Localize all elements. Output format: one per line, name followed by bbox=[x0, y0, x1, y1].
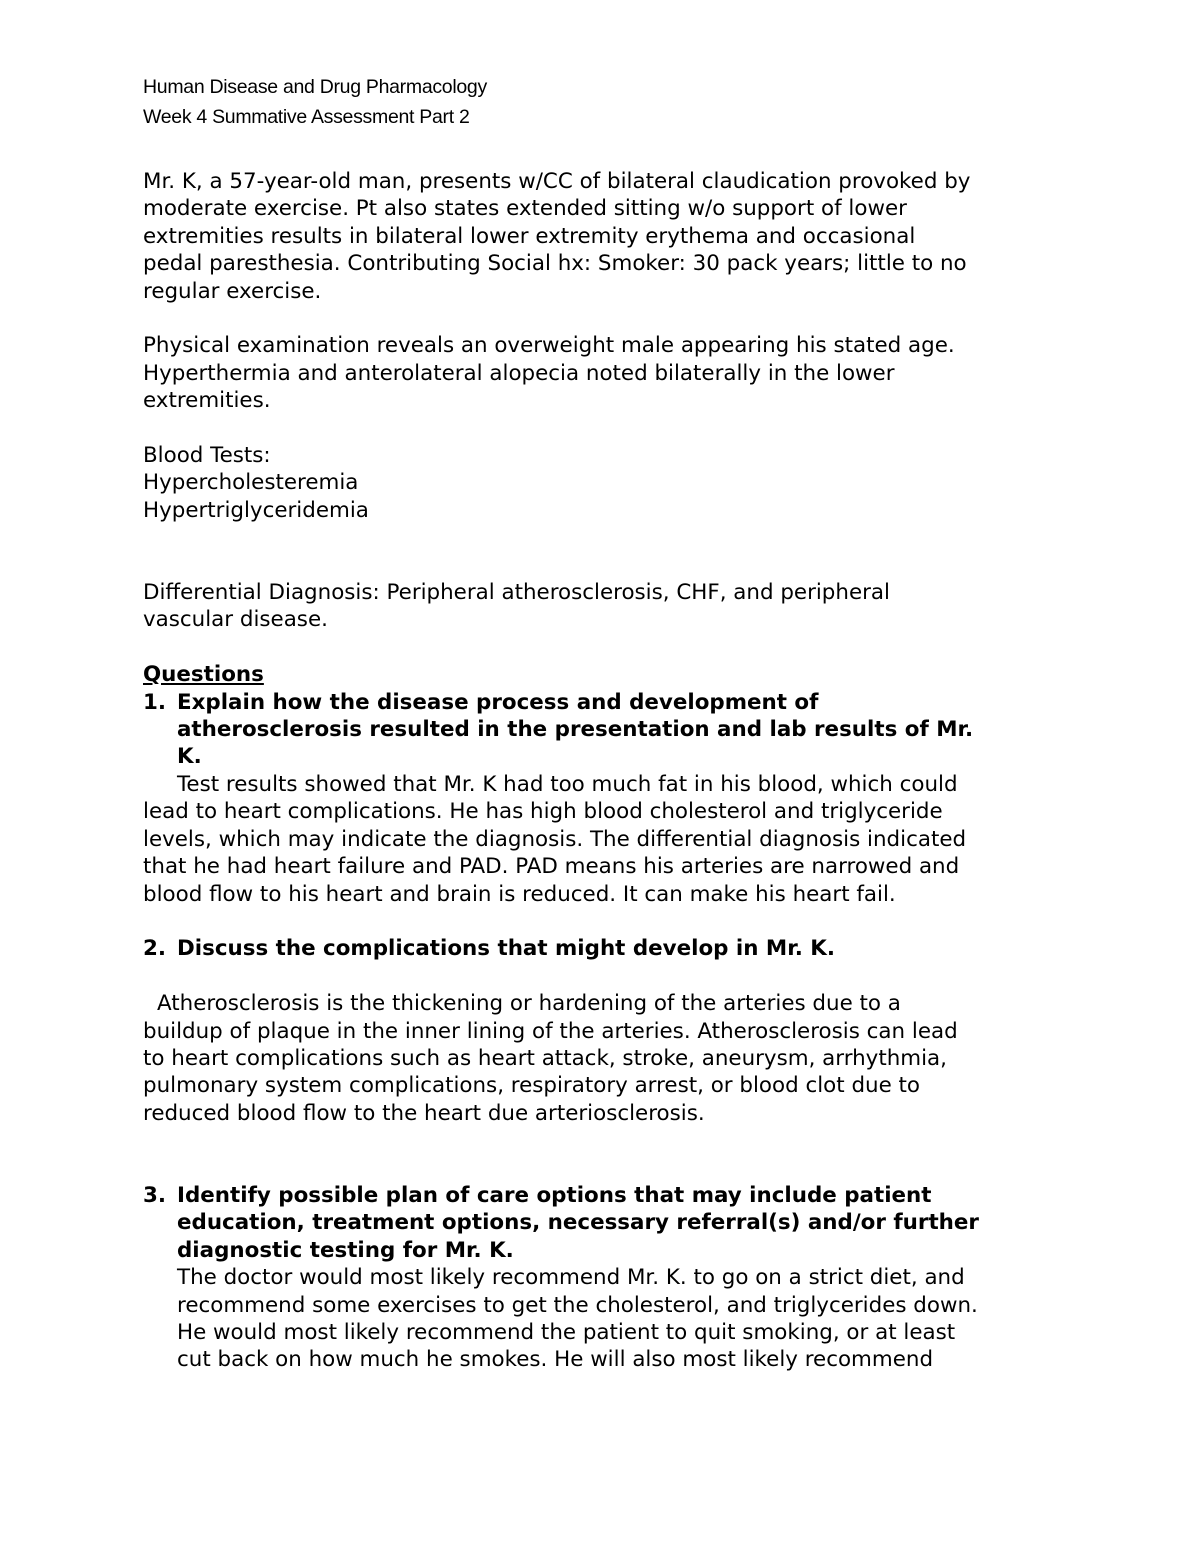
question-line: Discuss the complications that might develop in Mr. K. bbox=[177, 936, 835, 962]
case-line: extremities results in bilateral lower extremity erythema and occasional bbox=[143, 223, 916, 249]
question-1-prompt bbox=[143, 689, 1073, 771]
answer-line: blood flow to his heart and brain is reduced. It can make his heart fail. bbox=[143, 881, 896, 907]
question-line: atherosclerosis resulted in the presentation and lab results of Mr. bbox=[177, 717, 974, 743]
exam-line: Hyperthermia and anterolateral alopecia noted bilaterally in the lower bbox=[143, 360, 895, 386]
question-2-answer bbox=[143, 990, 1073, 1127]
differential-line: Differential Diagnosis: Peripheral atherosclerosis, CHF, and peripheral bbox=[143, 580, 890, 606]
question-line: education, treatment options, necessary referral(s) and/or further bbox=[177, 1210, 979, 1236]
question-line: K. bbox=[177, 744, 202, 770]
answer-line: Test results showed that Mr. K had too much fat in his blood, which could bbox=[177, 771, 958, 797]
answer-line: that he had heart failure and PAD. PAD means his arteries are narrowed and bbox=[143, 854, 960, 880]
question-1-answer bbox=[143, 771, 1073, 908]
blood-test-item: Hypertriglyceridemia bbox=[143, 497, 369, 523]
document-header bbox=[143, 72, 487, 132]
exam-line: Physical examination reveals an overweight male appearing his stated age. bbox=[143, 333, 955, 359]
question-number: 1. bbox=[143, 689, 167, 715]
answer-line: Atherosclerosis is the thickening or hardening of the arteries due to a bbox=[157, 991, 901, 1017]
case-presentation bbox=[143, 168, 1073, 305]
question-3-answer bbox=[143, 1264, 1073, 1374]
answer-line: The doctor would most likely recommend Mr. K. to go on a strict diet, and bbox=[177, 1265, 965, 1291]
answer-line: cut back on how much he smokes. He will also most likely recommend bbox=[177, 1347, 934, 1373]
case-line: Mr. K, a 57-year-old man, presents w/CC of bilateral claudication provoked by bbox=[143, 169, 971, 194]
question-2 bbox=[143, 935, 1073, 1127]
answer-line: to heart complications such as heart attack, stroke, aneurysm, arrhythmia, bbox=[143, 1045, 947, 1071]
case-line: regular exercise. bbox=[143, 278, 322, 304]
case-line: moderate exercise. Pt also states extended sitting w/o support of lower bbox=[143, 196, 907, 222]
blood-test-item: Hypercholesteremia bbox=[143, 470, 359, 496]
question-3 bbox=[143, 1182, 1073, 1374]
question-line: Explain how the disease process and development of bbox=[177, 689, 819, 715]
question-2-prompt bbox=[143, 935, 1073, 962]
blood-tests bbox=[143, 442, 1073, 524]
answer-line: He would most likely recommend the patient to quit smoking, or at least bbox=[177, 1319, 956, 1345]
document-body bbox=[143, 168, 1073, 1374]
blood-tests-title: Blood Tests: bbox=[143, 443, 271, 469]
answer-line: pulmonary system complications, respiratory arrest, or blood clot due to bbox=[143, 1073, 921, 1099]
question-3-prompt bbox=[143, 1182, 1073, 1264]
answer-line: levels, which may indicate the diagnosis. The differential diagnosis indicated bbox=[143, 826, 967, 852]
exam-line: extremities. bbox=[143, 388, 271, 414]
assignment-title: Week 4 Summative Assessment Part 2 bbox=[143, 106, 470, 128]
physical-exam bbox=[143, 332, 1073, 414]
answer-line: buildup of plaque in the inner lining of the arteries. Atherosclerosis can lead bbox=[143, 1018, 958, 1044]
question-line: Identify possible plan of care options that may include patient bbox=[177, 1182, 932, 1208]
answer-line: lead to heart complications. He has high blood cholesterol and triglyceride bbox=[143, 799, 943, 825]
differential-diagnosis bbox=[143, 579, 1073, 634]
question-number: 3. bbox=[143, 1182, 167, 1208]
differential-line: vascular disease. bbox=[143, 607, 328, 633]
questions-heading: Questions bbox=[143, 662, 264, 688]
course-title: Human Disease and Drug Pharmacology bbox=[143, 76, 487, 98]
answer-line: reduced blood flow to the heart due arteriosclerosis. bbox=[143, 1100, 705, 1126]
question-1 bbox=[143, 689, 1073, 908]
case-line: pedal paresthesia. Contributing Social hx: Smoker: 30 pack years; little to no bbox=[143, 251, 967, 277]
answer-line: recommend some exercises to get the cholesterol, and triglycerides down. bbox=[177, 1292, 978, 1318]
question-line: diagnostic testing for Mr. K. bbox=[177, 1237, 514, 1263]
question-number: 2. bbox=[143, 936, 167, 962]
